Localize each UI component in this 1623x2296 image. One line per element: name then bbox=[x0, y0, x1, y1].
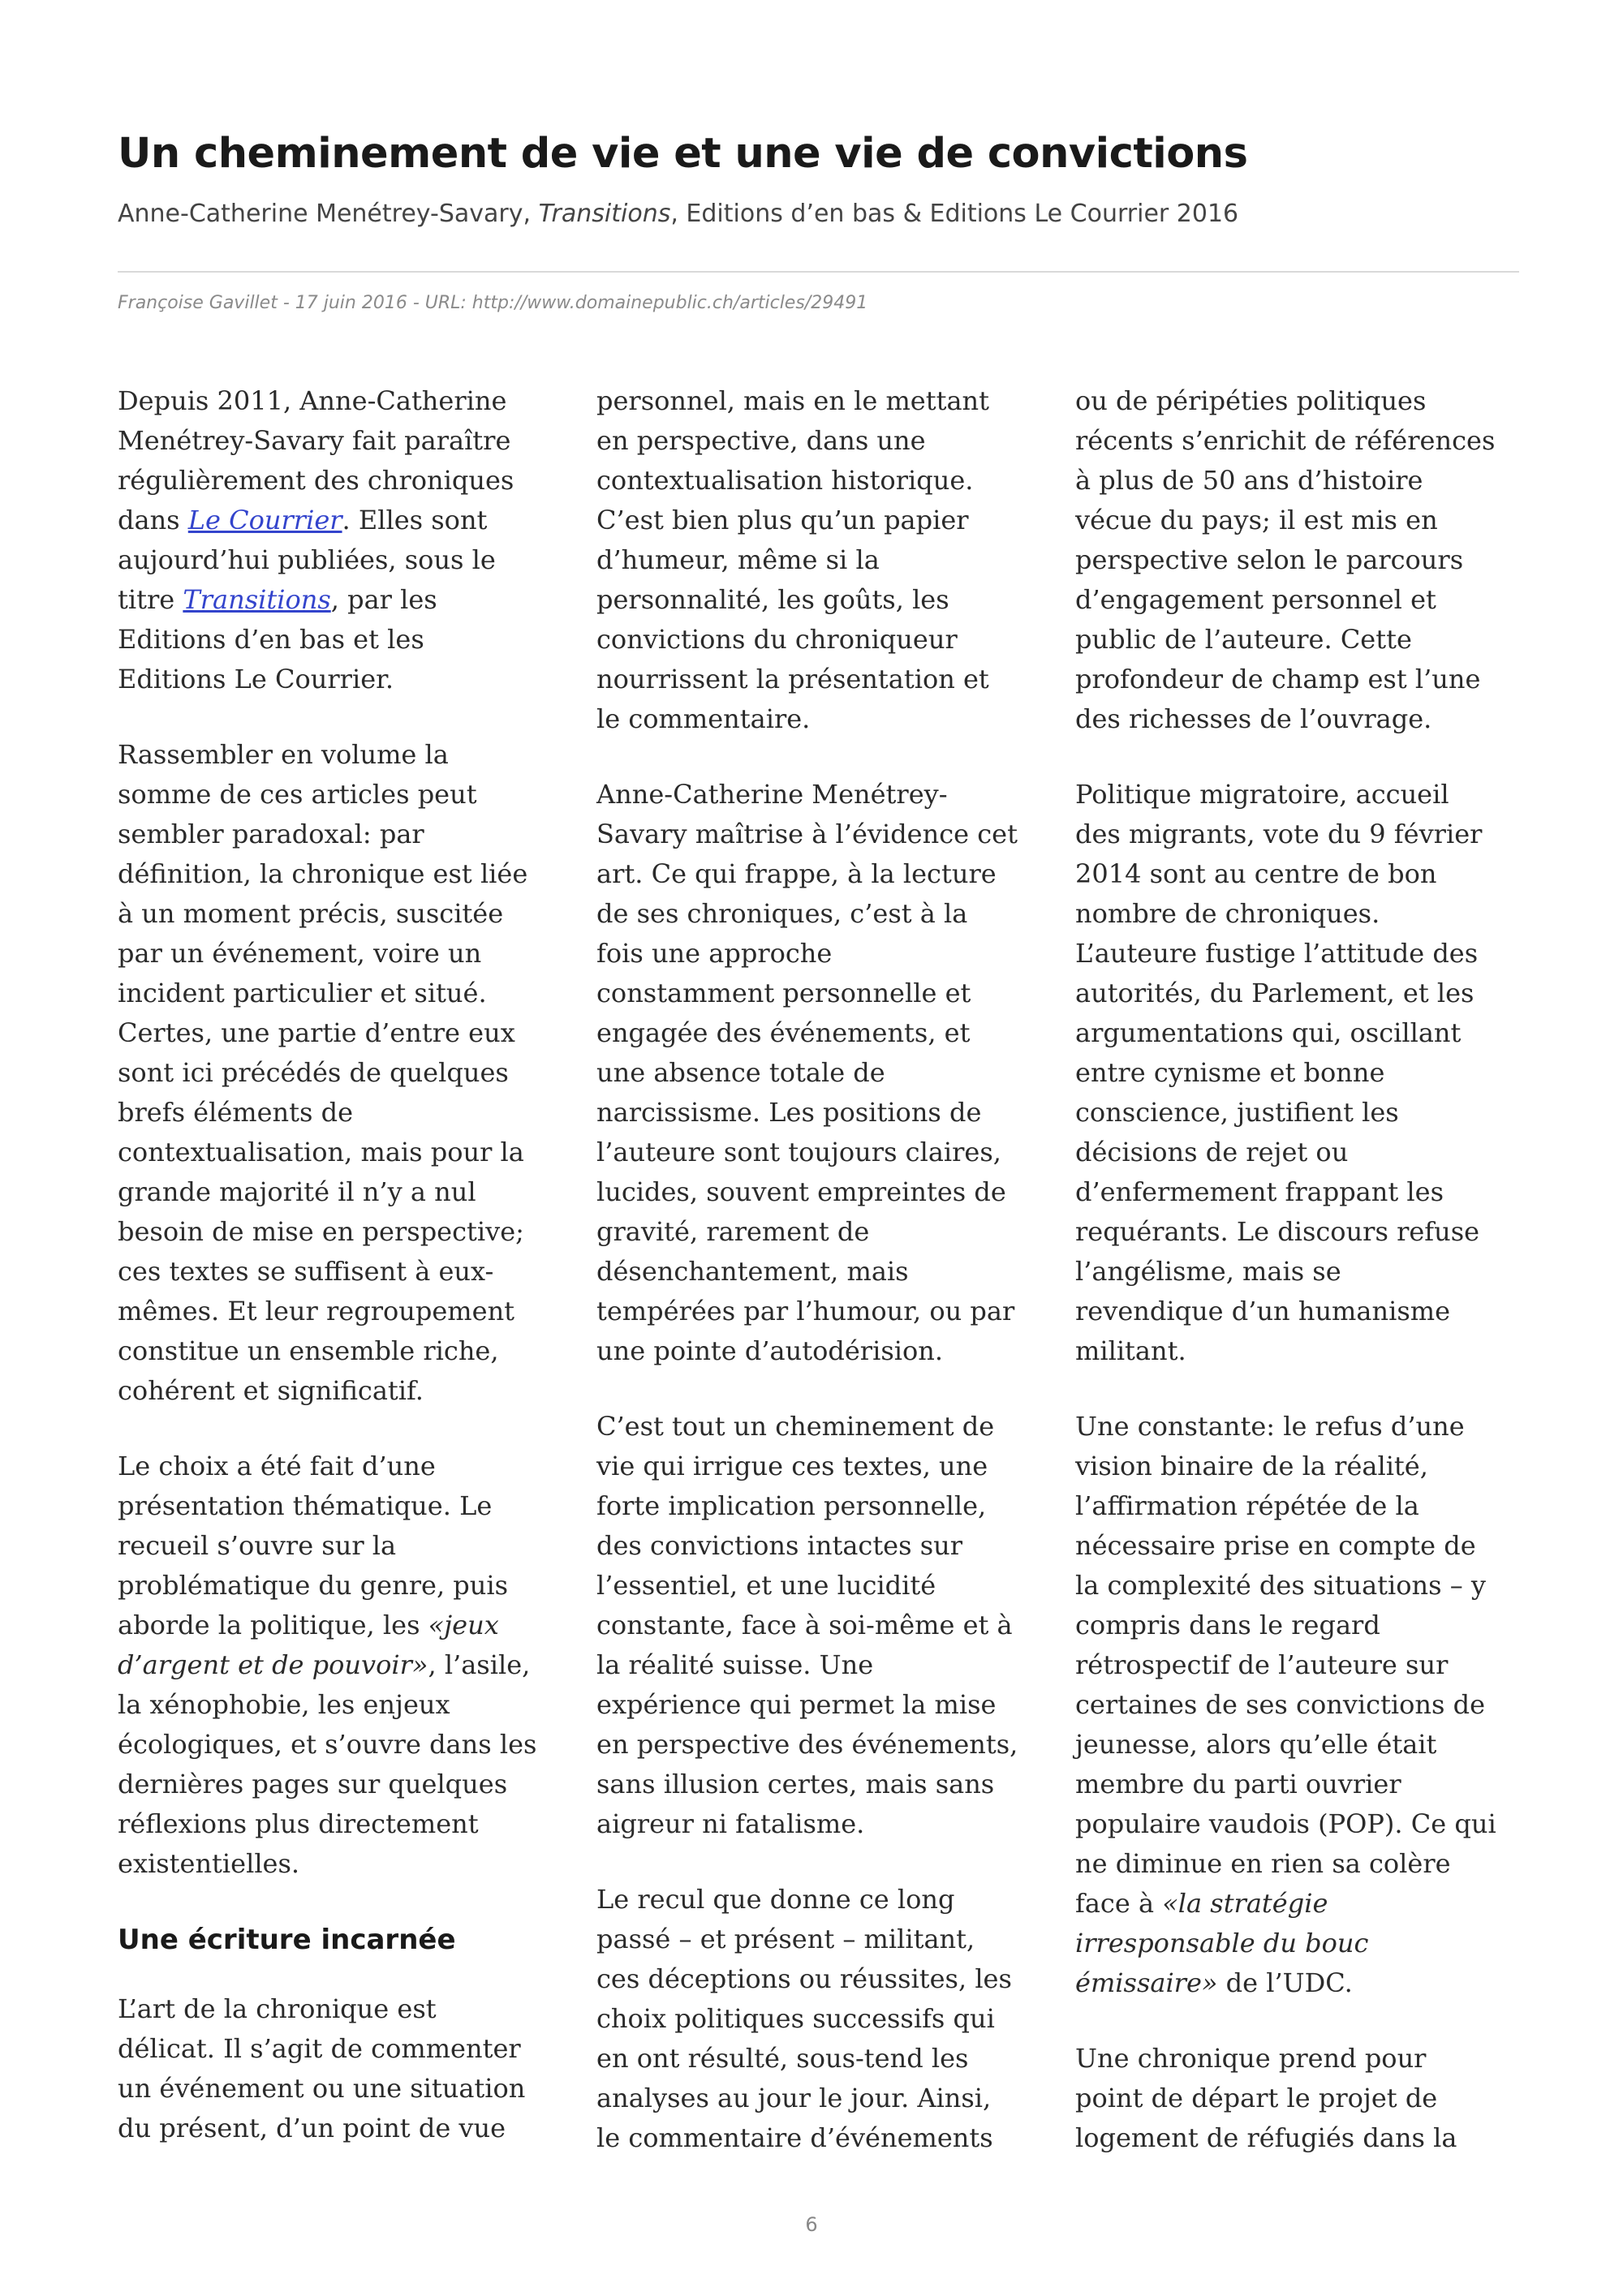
text-line bbox=[1075, 1606, 1518, 1645]
text-segment: constitue un ensemble riche, bbox=[118, 1335, 499, 1366]
text-segment: logement de réfugiés dans la bbox=[1075, 2122, 1457, 2153]
text-segment: une pointe d’autodérision. bbox=[596, 1335, 944, 1366]
text-line bbox=[596, 1212, 1039, 1252]
text-segment: incident particulier et situé. bbox=[118, 978, 487, 1008]
text-segment: conscience, justifient les bbox=[1075, 1097, 1399, 1128]
text-segment: engagée des événements, et bbox=[596, 1017, 971, 1048]
text-segment: délicat. Il s’agit de commenter bbox=[118, 2033, 521, 2064]
text-segment: lucides, souvent empreintes de bbox=[596, 1176, 1006, 1207]
text-segment: titre bbox=[118, 584, 183, 615]
text-segment: l’essentiel, et une lucidité bbox=[596, 1570, 936, 1601]
text-segment: Depuis 2011, Anne-Catherine bbox=[118, 385, 507, 416]
text-line bbox=[1075, 974, 1518, 1013]
italic-text: «jeux bbox=[428, 1610, 499, 1640]
text-line bbox=[596, 1172, 1039, 1212]
text-line bbox=[596, 580, 1039, 620]
book-author: Anne-Catherine Menétrey-Savary, bbox=[118, 200, 539, 228]
text-line bbox=[118, 1685, 560, 1725]
text-segment: profondeur de champ est l’une bbox=[1075, 664, 1481, 694]
text-line bbox=[596, 894, 1039, 934]
text-line bbox=[1075, 1924, 1518, 1963]
italic-text: irresponsable du bouc bbox=[1075, 1928, 1369, 1958]
text-line bbox=[1075, 540, 1518, 580]
text-line bbox=[1075, 1407, 1518, 1447]
text-line bbox=[596, 854, 1039, 894]
text-line bbox=[1075, 1013, 1518, 1053]
paragraph bbox=[596, 381, 1039, 739]
text-segment: tempérées par l’humour, ou par bbox=[596, 1296, 1015, 1326]
text-line bbox=[118, 1371, 560, 1411]
paragraph bbox=[596, 1880, 1039, 2158]
text-segment: définition, la chronique est liée bbox=[118, 858, 528, 889]
text-line bbox=[596, 381, 1039, 421]
text-line bbox=[118, 1292, 560, 1331]
text-column-1 bbox=[118, 381, 560, 2166]
text-segment: entre cynisme et bonne bbox=[1075, 1057, 1385, 1088]
text-segment: expérience qui permet la mise bbox=[596, 1689, 997, 1720]
text-segment: face à bbox=[1075, 1888, 1163, 1919]
text-segment: mêmes. Et leur regroupement bbox=[118, 1296, 515, 1326]
text-segment: cohérent et significatif. bbox=[118, 1375, 424, 1406]
italic-text: émissaire» bbox=[1075, 1967, 1218, 1998]
italic-text: «la stratégie bbox=[1162, 1888, 1328, 1919]
text-segment: analyses au jour le jour. Ainsi, bbox=[596, 2083, 992, 2113]
paragraph bbox=[1075, 775, 1518, 1371]
text-segment: jeunesse, alors qu’elle était bbox=[1075, 1729, 1437, 1760]
text-segment: à un moment précis, suscitée bbox=[118, 898, 504, 929]
text-line bbox=[1075, 775, 1518, 815]
text-line bbox=[596, 1959, 1039, 1999]
text-line bbox=[118, 974, 560, 1013]
text-segment: la xénophobie, les enjeux bbox=[118, 1689, 450, 1720]
text-line bbox=[118, 1844, 560, 1884]
text-line bbox=[1075, 1486, 1518, 1526]
text-line bbox=[1075, 1566, 1518, 1606]
text-segment: fois une approche bbox=[596, 938, 833, 969]
text-line bbox=[596, 2079, 1039, 2118]
text-line bbox=[1075, 461, 1518, 501]
text-segment: 2014 sont au centre de bon bbox=[1075, 858, 1437, 889]
text-segment: argumentations qui, oscillant bbox=[1075, 1017, 1462, 1048]
text-segment: une absence totale de bbox=[596, 1057, 885, 1088]
text-line bbox=[596, 421, 1039, 461]
text-line bbox=[1075, 1526, 1518, 1566]
inline-link[interactable]: Le Courrier bbox=[187, 505, 342, 535]
text-segment: Editions Le Courrier. bbox=[118, 664, 394, 694]
text-line bbox=[596, 1252, 1039, 1292]
text-line bbox=[596, 934, 1039, 974]
text-segment: dernières pages sur quelques bbox=[118, 1769, 508, 1799]
text-line bbox=[596, 1447, 1039, 1486]
book-title: Transitions bbox=[538, 200, 671, 228]
text-segment: en ont résulté, sous-tend les bbox=[596, 2043, 969, 2074]
text-line bbox=[1075, 894, 1518, 934]
text-line bbox=[1075, 699, 1518, 739]
text-segment: membre du parti ouvrier bbox=[1075, 1769, 1401, 1799]
text-segment: aujourd’hui publiées, sous le bbox=[118, 544, 496, 575]
text-line bbox=[118, 1172, 560, 1212]
text-segment: constante, face à soi-même et à bbox=[596, 1610, 1013, 1640]
text-segment: de ses chroniques, c’est à la bbox=[596, 898, 968, 929]
text-line bbox=[118, 1606, 560, 1645]
text-segment: décisions de rejet ou bbox=[1075, 1137, 1349, 1167]
text-segment: art. Ce qui frappe, à la lecture bbox=[596, 858, 997, 889]
text-segment: C’est tout un cheminement de bbox=[596, 1411, 995, 1442]
text-line bbox=[1075, 1725, 1518, 1765]
text-line bbox=[1075, 2118, 1518, 2158]
text-line bbox=[1075, 620, 1518, 660]
text-line bbox=[596, 2039, 1039, 2079]
text-segment: Certes, une partie d’entre eux bbox=[118, 1017, 515, 1048]
text-line bbox=[596, 1526, 1039, 1566]
text-line bbox=[1075, 1765, 1518, 1804]
paragraph bbox=[118, 1989, 560, 2148]
text-line bbox=[596, 1606, 1039, 1645]
text-line bbox=[596, 1013, 1039, 1053]
text-segment: passé – et présent – militant, bbox=[596, 1924, 975, 1954]
text-line bbox=[596, 1053, 1039, 1093]
text-segment: contextualisation historique. bbox=[596, 465, 974, 496]
text-segment: L’art de la chronique est bbox=[118, 1993, 437, 2024]
text-segment: grande majorité il n’y a nul bbox=[118, 1176, 476, 1207]
text-segment: forte implication personnelle, bbox=[596, 1490, 987, 1521]
text-line bbox=[1075, 854, 1518, 894]
text-line bbox=[1075, 1331, 1518, 1371]
text-line bbox=[118, 1486, 560, 1526]
text-line bbox=[1075, 1844, 1518, 1884]
text-line bbox=[596, 1725, 1039, 1765]
text-line bbox=[596, 815, 1039, 854]
paragraph bbox=[596, 775, 1039, 1371]
text-segment: militant. bbox=[1075, 1335, 1186, 1366]
text-segment: convictions du chroniqueur bbox=[596, 624, 958, 655]
text-line bbox=[118, 934, 560, 974]
text-segment: besoin de mise en perspective; bbox=[118, 1216, 524, 1247]
text-segment: récents s’enrichit de références bbox=[1075, 425, 1496, 456]
text-line bbox=[118, 1133, 560, 1172]
text-line bbox=[118, 1053, 560, 1093]
text-segment: le commentaire. bbox=[596, 703, 811, 734]
text-line bbox=[596, 1093, 1039, 1133]
text-segment: . Elles sont bbox=[342, 505, 488, 535]
text-segment: public de l’auteure. Cette bbox=[1075, 624, 1412, 655]
text-line bbox=[596, 1920, 1039, 1959]
text-line bbox=[118, 660, 560, 699]
text-line bbox=[596, 1645, 1039, 1685]
text-line bbox=[118, 1566, 560, 1606]
text-segment: personnel, mais en le mettant bbox=[596, 385, 989, 416]
text-segment: L’auteure fustige l’attitude des bbox=[1075, 938, 1479, 969]
text-line bbox=[1075, 2079, 1518, 2118]
text-line bbox=[1075, 1963, 1518, 2003]
text-segment: constamment personnelle et bbox=[596, 978, 971, 1008]
text-segment: Editions d’en bas et les bbox=[118, 624, 424, 655]
text-segment: par un événement, voire un bbox=[118, 938, 482, 969]
text-line bbox=[1075, 1172, 1518, 1212]
text-line bbox=[596, 1331, 1039, 1371]
text-segment: à plus de 50 ans d’histoire bbox=[1075, 465, 1423, 496]
text-line bbox=[1075, 1645, 1518, 1685]
paragraph bbox=[118, 381, 560, 699]
text-segment: Le recul que donne ce long bbox=[596, 1884, 955, 1915]
text-line bbox=[1075, 421, 1518, 461]
text-segment: contextualisation, mais pour la bbox=[118, 1137, 524, 1167]
text-line bbox=[596, 974, 1039, 1013]
paragraph bbox=[1075, 381, 1518, 739]
text-segment: Menétrey-Savary fait paraître bbox=[118, 425, 511, 456]
text-line bbox=[118, 1013, 560, 1053]
text-line bbox=[118, 620, 560, 660]
text-line bbox=[596, 461, 1039, 501]
text-line bbox=[118, 540, 560, 580]
text-segment: vie qui irrigue ces textes, une bbox=[596, 1451, 988, 1481]
text-segment: Une chronique prend pour bbox=[1075, 2043, 1427, 2074]
text-segment: d’humeur, même si la bbox=[596, 544, 880, 575]
text-segment: Rassembler en volume la bbox=[118, 739, 449, 770]
article-subtitle bbox=[118, 200, 1238, 228]
text-segment: Une constante: le refus d’une bbox=[1075, 1411, 1465, 1442]
text-segment: populaire vaudois (POP). Ce qui bbox=[1075, 1808, 1496, 1839]
text-line bbox=[1075, 580, 1518, 620]
header-divider bbox=[118, 271, 1519, 273]
text-segment: de l’UDC. bbox=[1217, 1967, 1353, 1998]
paragraph bbox=[1075, 1407, 1518, 2003]
text-segment: aigreur ni fatalisme. bbox=[596, 1808, 865, 1839]
article-title: Un cheminement de vie et une vie de convictions bbox=[118, 130, 1248, 178]
text-line bbox=[118, 2029, 560, 2069]
text-line bbox=[596, 1407, 1039, 1447]
text-segment: certaines de ses convictions de bbox=[1075, 1689, 1486, 1720]
text-line bbox=[118, 894, 560, 934]
text-line bbox=[118, 1212, 560, 1252]
text-line bbox=[596, 1486, 1039, 1526]
text-segment: , l’asile, bbox=[428, 1649, 531, 1680]
text-segment: aborde la politique, les bbox=[118, 1610, 428, 1640]
text-line bbox=[596, 1685, 1039, 1725]
text-line bbox=[118, 421, 560, 461]
text-line bbox=[118, 381, 560, 421]
text-segment: personnalité, les goûts, les bbox=[596, 584, 949, 615]
text-segment: vision binaire de la réalité, bbox=[1075, 1451, 1428, 1481]
text-line bbox=[596, 1804, 1039, 1844]
text-line bbox=[1075, 1053, 1518, 1093]
text-line bbox=[596, 660, 1039, 699]
text-segment: Anne-Catherine Menétrey- bbox=[596, 779, 948, 810]
text-line bbox=[596, 501, 1039, 540]
text-segment: nombre de chroniques. bbox=[1075, 898, 1380, 929]
text-line bbox=[596, 1566, 1039, 1606]
text-segment: somme de ces articles peut bbox=[118, 779, 477, 810]
text-line bbox=[118, 1989, 560, 2029]
text-segment: ne diminue en rien sa colère bbox=[1075, 1848, 1451, 1879]
text-line bbox=[118, 1765, 560, 1804]
text-segment: , par les bbox=[330, 584, 437, 615]
text-segment: des richesses de l’ouvrage. bbox=[1075, 703, 1432, 734]
text-segment: recueil s’ouvre sur la bbox=[118, 1530, 397, 1561]
text-line bbox=[118, 775, 560, 815]
text-segment: problématique du genre, puis bbox=[118, 1570, 509, 1601]
text-segment: l’affirmation répétée de la bbox=[1075, 1490, 1419, 1521]
text-segment: la réalité suisse. Une bbox=[596, 1649, 874, 1680]
book-publisher: , Editions d’en bas & Editions Le Courrier 2016 bbox=[670, 200, 1239, 228]
text-column-2 bbox=[596, 381, 1039, 2166]
text-segment: choix politiques successifs qui bbox=[596, 2003, 995, 2034]
text-column-3 bbox=[1075, 381, 1518, 2166]
text-line bbox=[596, 2118, 1039, 2158]
text-line bbox=[596, 775, 1039, 815]
text-segment: régulièrement des chroniques bbox=[118, 465, 514, 496]
text-segment: désenchantement, mais bbox=[596, 1256, 909, 1287]
text-line bbox=[118, 461, 560, 501]
text-segment: nécessaire prise en compte de bbox=[1075, 1530, 1476, 1561]
article-meta: Françoise Gavillet - 17 juin 2016 - URL: http://www.domainepublic.ch/articles/29491 bbox=[118, 293, 868, 313]
text-segment: gravité, rarement de bbox=[596, 1216, 870, 1247]
text-line bbox=[1075, 934, 1518, 974]
text-line bbox=[596, 699, 1039, 739]
text-line bbox=[596, 1133, 1039, 1172]
text-segment: des convictions intactes sur bbox=[596, 1530, 963, 1561]
text-line bbox=[118, 501, 560, 540]
text-segment: rétrospectif de l’auteure sur bbox=[1075, 1649, 1449, 1680]
text-segment: vécue du pays; il est mis en bbox=[1075, 505, 1438, 535]
text-segment: ces déceptions ou réussites, les bbox=[596, 1963, 1012, 1994]
text-line bbox=[118, 1447, 560, 1486]
text-segment: en perspective, dans une bbox=[596, 425, 926, 456]
text-line bbox=[118, 1526, 560, 1566]
text-line bbox=[118, 2109, 560, 2148]
text-segment: en perspective des événements, bbox=[596, 1729, 1018, 1760]
text-line bbox=[118, 815, 560, 854]
text-segment: perspective selon le parcours bbox=[1075, 544, 1464, 575]
text-segment: sont ici précédés de quelques bbox=[118, 1057, 509, 1088]
text-segment: revendique d’un humanisme bbox=[1075, 1296, 1451, 1326]
text-line bbox=[1075, 1804, 1518, 1844]
text-segment: sembler paradoxal: par bbox=[118, 819, 424, 849]
text-line bbox=[1075, 1685, 1518, 1725]
text-line bbox=[1075, 1133, 1518, 1172]
text-line bbox=[118, 1725, 560, 1765]
text-line bbox=[1075, 660, 1518, 699]
text-line bbox=[118, 580, 560, 620]
text-line bbox=[1075, 1884, 1518, 1924]
text-segment: écologiques, et s’ouvre dans les bbox=[118, 1729, 537, 1760]
text-segment: Politique migratoire, accueil bbox=[1075, 779, 1449, 810]
section-heading: Une écriture incarnée bbox=[118, 1924, 456, 1956]
text-segment: existentielles. bbox=[118, 1848, 300, 1879]
text-line bbox=[1075, 815, 1518, 854]
text-line bbox=[1075, 1292, 1518, 1331]
text-line bbox=[1075, 2039, 1518, 2079]
text-line bbox=[118, 1252, 560, 1292]
paragraph bbox=[1075, 2039, 1518, 2158]
text-segment: C’est bien plus qu’un papier bbox=[596, 505, 969, 535]
text-segment: autorités, du Parlement, et les bbox=[1075, 978, 1474, 1008]
text-segment: ces textes se suffisent à eux- bbox=[118, 1256, 494, 1287]
text-segment: compris dans le regard bbox=[1075, 1610, 1380, 1640]
text-line bbox=[118, 1645, 560, 1685]
text-line bbox=[596, 620, 1039, 660]
text-line bbox=[118, 1331, 560, 1371]
text-segment: des migrants, vote du 9 février bbox=[1075, 819, 1483, 849]
text-line bbox=[1075, 1212, 1518, 1252]
text-segment: ou de péripéties politiques bbox=[1075, 385, 1427, 416]
text-line bbox=[1075, 1093, 1518, 1133]
text-segment: sans illusion certes, mais sans bbox=[596, 1769, 995, 1799]
text-segment: requérants. Le discours refuse bbox=[1075, 1216, 1480, 1247]
text-segment: Savary maîtrise à l’évidence cet bbox=[596, 819, 1018, 849]
text-line bbox=[596, 1765, 1039, 1804]
text-segment: Le choix a été fait d’une bbox=[118, 1451, 436, 1481]
text-segment: un événement ou une situation bbox=[118, 2073, 526, 2104]
text-line bbox=[118, 1804, 560, 1844]
text-line bbox=[1075, 1447, 1518, 1486]
text-segment: la complexité des situations – y bbox=[1075, 1570, 1486, 1601]
text-line bbox=[596, 540, 1039, 580]
text-line bbox=[1075, 1252, 1518, 1292]
text-line bbox=[118, 2069, 560, 2109]
paragraph bbox=[596, 1407, 1039, 1844]
text-line bbox=[596, 1999, 1039, 2039]
text-segment: l’angélisme, mais se bbox=[1075, 1256, 1341, 1287]
text-line bbox=[596, 1880, 1039, 1920]
text-segment: le commentaire d’événements bbox=[596, 2122, 993, 2153]
text-segment: narcissisme. Les positions de bbox=[596, 1097, 982, 1128]
inline-link[interactable]: Transitions bbox=[183, 584, 331, 615]
text-segment: présentation thématique. Le bbox=[118, 1490, 493, 1521]
text-segment: dans bbox=[118, 505, 188, 535]
text-line bbox=[118, 1093, 560, 1133]
text-line bbox=[1075, 501, 1518, 540]
paragraph bbox=[118, 735, 560, 1411]
text-segment: point de départ le projet de bbox=[1075, 2083, 1438, 2113]
text-line bbox=[118, 735, 560, 775]
text-segment: brefs éléments de bbox=[118, 1097, 354, 1128]
text-line bbox=[118, 854, 560, 894]
text-line bbox=[596, 1292, 1039, 1331]
text-segment: l’auteure sont toujours claires, bbox=[596, 1137, 1001, 1167]
text-segment: du présent, d’un point de vue bbox=[118, 2113, 506, 2143]
italic-text: d’argent et de pouvoir» bbox=[118, 1649, 428, 1680]
text-segment: d’enfermement frappant les bbox=[1075, 1176, 1444, 1207]
text-line bbox=[1075, 381, 1518, 421]
text-segment: d’engagement personnel et bbox=[1075, 584, 1436, 615]
paragraph bbox=[118, 1447, 560, 1884]
page-number: 6 bbox=[805, 2213, 818, 2236]
text-segment: nourrissent la présentation et bbox=[596, 664, 989, 694]
text-segment: réflexions plus directement bbox=[118, 1808, 479, 1839]
